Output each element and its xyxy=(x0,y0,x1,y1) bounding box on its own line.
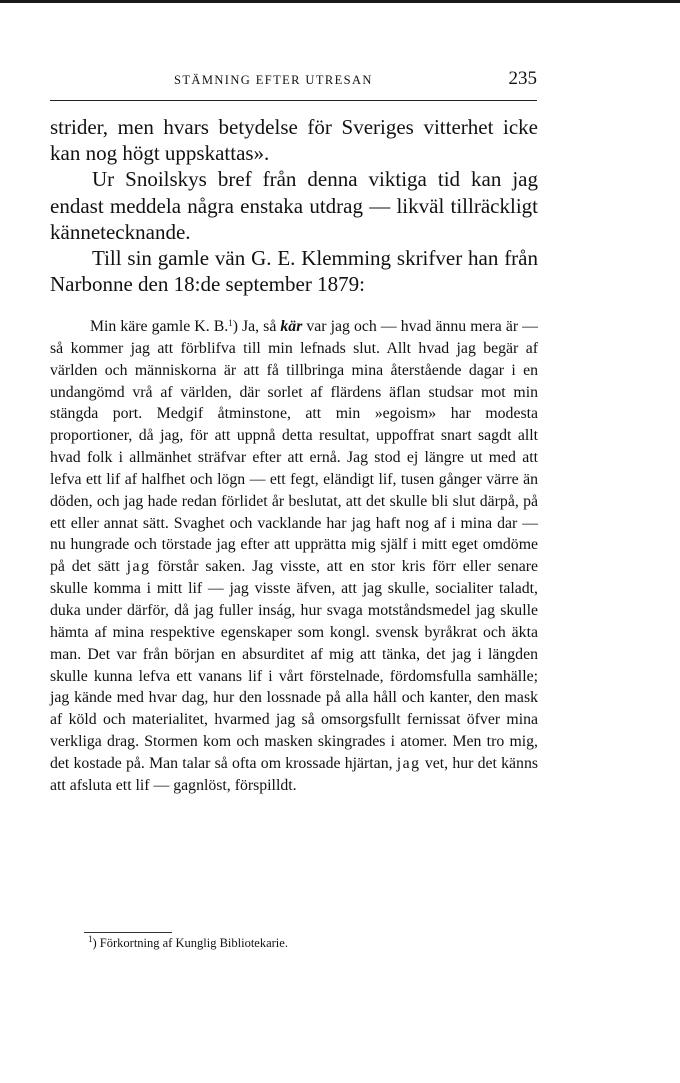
spaced-jag: jag xyxy=(396,754,421,772)
paragraph-klemming: Till sin gamle vän G. E. Klemming skrifver han från Narbonne den 18:de september 1879: xyxy=(50,246,538,297)
letter-text: förstår saken. Jag visste, att en stor kris förr eller senare skulle komma i mitt lif — jag visste äfven, att jag skulle, socialiter taladt, duka under därför, då jag fuller inság, hur svaga motståndsmedel jag skulle hämta af mina respektive egenskaper som kongl. svensk byråkrat och äkta man. Det var från början en absurditet af mig att tänka, det jag i längden skulle kunna lefva ett vanans lif i vårt förstelnade, fördomsfulla samhälle; jag kände med hvar dag, hur den lossnade på alla håll och kanter, den mask af köld och materialitet, hvarmed jag så omsorgsfullt fernissat öfver mina verkliga drag. Stormen kom och masken skingrades i atomer. Men tro mig, det kostade på. Man talar så ofta om krossade hjärtan, xyxy=(50,558,539,772)
emphasis-kar: kär xyxy=(280,318,303,335)
spaced-jag: jag xyxy=(126,558,151,576)
page-header xyxy=(50,70,537,94)
page-number: 235 xyxy=(508,68,537,89)
letter-paragraph xyxy=(50,316,538,797)
letter-text: ) Ja, så xyxy=(232,318,281,335)
letter-text: vet, hur det känns att afsluta ett lif — gagnlöst, förspilldt. xyxy=(50,754,538,794)
paragraph-snoilsky: Ur Snoilskys bref från denna viktiga tid kan jag endast meddela några enstaka utdrag — likväl tillräckligt kännetecknande. xyxy=(50,167,538,244)
running-head: STÄMNING EFTER UTRESAN xyxy=(174,73,373,87)
paragraph-continuation: strider, men hvars betydelse för Sveriges vitterhet icke kan nog högt uppskattas». xyxy=(50,115,538,166)
footnote-number: 1 xyxy=(88,934,93,944)
footnote-text: ) Förkortning af Kunglig Bibliotekarie. xyxy=(92,936,288,950)
letter-quote xyxy=(50,316,538,797)
letter-text: var jag och — hvad ännu mera är — så kommer jag att förblifva till min lefnads slut. Allt hvad jag begär af världen och människorna är att få tillbringa mina återstående dagar i en undangömd vrå af världen, där sorlet af flärdens äflan studsar mot min stängda port. Medgif åtminstone, att min »egoism» har modesta proportioner, då jag, för att uppnå detta resultat, uppoffrat snart sagdt allt hvad folk i allmänhet sträfvar efter att ernå. Jag stod ej längre ut med att lefva ett lif af halfhet och lögn — ett fegt, eländigt lif, tusen gånger värre än döden, och jag hade redan förlidet år beslutat, att det skulle bli slut därpå, på ett eller annat sätt. Svaghet och vacklande har jag haft nog af i mina dar — nu hungrade och törstade jag efter att upprätta mig själf i mitt eget omdöme på det sätt xyxy=(50,318,538,576)
footnote-marker: 1 xyxy=(228,318,233,328)
header-rule xyxy=(50,100,537,101)
footnote-rule xyxy=(84,932,172,933)
letter-salutation: Min käre gamle K. B. xyxy=(90,318,229,335)
main-text xyxy=(50,114,538,297)
footnote xyxy=(88,935,288,951)
page-top-edge xyxy=(0,0,680,3)
